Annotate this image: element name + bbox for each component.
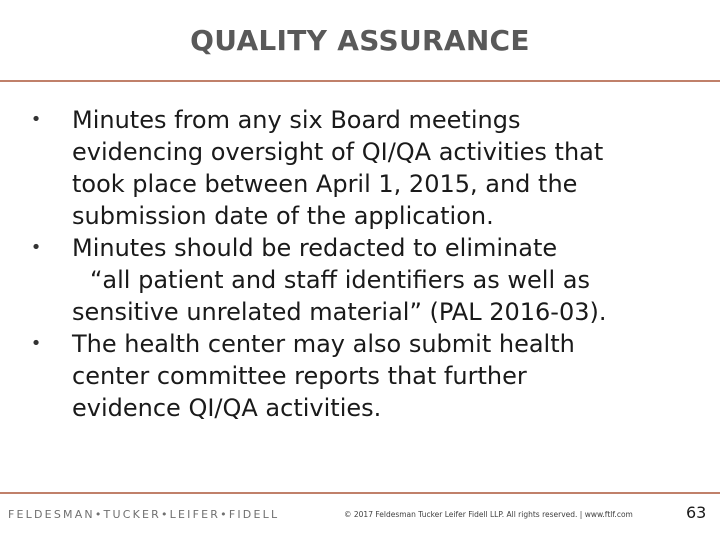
firm-logo: FELDESMAN•TUCKER•LEIFER•FIDELL <box>8 508 280 521</box>
slide-title: QUALITY ASSURANCE <box>190 24 530 57</box>
bullet-line: The health center may also submit health <box>72 330 575 358</box>
copyright-notice: © 2017 Feldesman Tucker Leifer Fidell LLP. All rights reserved. | www.ftlf.com <box>344 510 633 519</box>
bullet-list <box>26 104 706 424</box>
bullet-dot-icon: • <box>30 109 42 130</box>
bullet-line: sensitive unrelated material” (PAL 2016-03). <box>72 298 607 326</box>
bullet-line: “all patient and staff identifiers as well as <box>90 266 590 294</box>
bullet-line: Minutes from any six Board meetings <box>72 106 521 134</box>
bullet-item <box>26 328 706 424</box>
bullet-line: Minutes should be redacted to eliminate <box>72 234 558 262</box>
bullet-line: took place between April 1, 2015, and the <box>72 170 578 198</box>
bullet-item <box>26 232 706 328</box>
title-divider <box>0 80 720 82</box>
bullet-dot-icon: • <box>30 237 42 258</box>
bullet-item <box>26 104 706 232</box>
bullet-line: evidencing oversight of QI/QA activities that <box>72 138 604 166</box>
page-number: 63 <box>686 503 707 522</box>
bullet-line: submission date of the application. <box>72 202 494 230</box>
bullet-dot-icon: • <box>30 333 42 354</box>
bullet-line: center committee reports that further <box>72 362 527 390</box>
footer-divider <box>0 492 720 494</box>
bullet-line: evidence QI/QA activities. <box>72 394 382 422</box>
